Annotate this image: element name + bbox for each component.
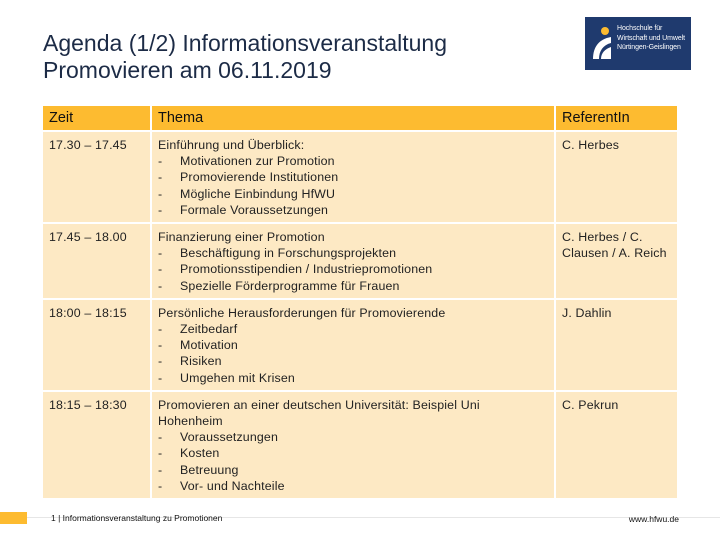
- bullet-text: Betreuung: [180, 462, 239, 477]
- bullet-dash: -: [158, 354, 163, 369]
- footer-page-info: 1 | Informationsveranstaltung zu Promotionen: [51, 513, 223, 523]
- footer-url[interactable]: www.hfwu.de: [628, 514, 679, 524]
- table-row: [43, 390, 677, 498]
- header-topic: Thema: [152, 106, 556, 130]
- bullet-dash: -: [158, 478, 163, 493]
- topic-line: Promovieren an einer deutschen Universität: Beispiel Uni: [158, 397, 480, 412]
- row-topic: [152, 390, 556, 498]
- bullet-dash: -: [158, 202, 163, 217]
- row-speaker: C. Herbes / C. Clausen / A. Reich: [556, 222, 677, 298]
- bullet-text: Vor- und Nachteile: [180, 478, 285, 493]
- header-time: Zeit: [43, 106, 152, 130]
- topic-bullet: [158, 445, 548, 461]
- bullet-text: Beschäftigung in Forschungsprojekten: [180, 246, 397, 261]
- logo-line-3: Nürtingen-Geislingen: [617, 44, 681, 51]
- topic-bullet: [158, 353, 548, 369]
- topic-bullet: [158, 202, 548, 218]
- agenda-header-row: [43, 106, 677, 130]
- bullet-text: Risiken: [180, 354, 222, 369]
- bullet-text: Promovierende Institutionen: [180, 170, 339, 185]
- row-speaker: J. Dahlin: [556, 298, 677, 390]
- table-row: [43, 222, 677, 298]
- hfwu-logo: [585, 17, 691, 70]
- topic-bullet: [158, 429, 548, 445]
- bullet-dash: -: [158, 462, 163, 477]
- bullet-dash: -: [158, 186, 163, 201]
- row-time: 18:15 – 18:30: [43, 390, 152, 498]
- bullet-dash: -: [158, 322, 163, 337]
- topic-bullet: [158, 478, 548, 494]
- bullet-dash: -: [158, 430, 163, 445]
- hfwu-logo-text: [617, 24, 685, 53]
- bullet-dash: -: [158, 338, 163, 353]
- bullet-text: Formale Voraussetzungen: [180, 202, 329, 217]
- bullet-text: Voraussetzungen: [180, 430, 279, 445]
- row-time: 18:00 – 18:15: [43, 298, 152, 390]
- slide-title-line-1: Agenda (1/2) Informationsveranstaltung: [43, 30, 448, 56]
- topic-bullet: [158, 245, 548, 261]
- bullet-text: Promotionsstipendien / Industriepromotionen: [180, 262, 433, 277]
- bullet-dash: -: [158, 446, 163, 461]
- row-time: 17.30 – 17.45: [43, 130, 152, 222]
- slide-title: [43, 30, 447, 84]
- agenda-table: [43, 106, 677, 498]
- bullet-dash: -: [158, 170, 163, 185]
- bullet-text: Umgehen mit Krisen: [180, 370, 295, 385]
- topic-bullet: [158, 261, 548, 277]
- logo-line-1: Hochschule für: [617, 25, 663, 32]
- topic-bullet: [158, 169, 548, 185]
- row-speaker: C. Herbes: [556, 130, 677, 222]
- bullet-text: Kosten: [180, 446, 220, 461]
- topic-bullet: [158, 337, 548, 353]
- row-speaker: C. Pekrun: [556, 390, 677, 498]
- bullet-text: Motivationen zur Promotion: [180, 154, 335, 169]
- topic-bullet: [158, 321, 548, 337]
- bullet-dash: -: [158, 246, 163, 261]
- topic-bullet: [158, 153, 548, 169]
- row-time: 17.45 – 18.00: [43, 222, 152, 298]
- row-topic: [152, 222, 556, 298]
- footer-accent-bar: [0, 512, 27, 524]
- bullet-dash: -: [158, 154, 163, 169]
- topic-bullet: [158, 186, 548, 202]
- bullet-text: Spezielle Förderprogramme für Frauen: [180, 278, 400, 293]
- row-topic: [152, 130, 556, 222]
- bullet-dash: -: [158, 262, 163, 277]
- logo-line-2: Wirtschaft und Umwelt: [617, 34, 685, 42]
- topic-line: Persönliche Herausforderungen für Promovierende: [158, 305, 446, 320]
- bullet-dash: -: [158, 278, 163, 293]
- bullet-text: Motivation: [180, 338, 238, 353]
- table-row: [43, 130, 677, 222]
- topic-bullet: [158, 462, 548, 478]
- row-topic: [152, 298, 556, 390]
- table-row: [43, 298, 677, 390]
- bullet-text: Mögliche Einbindung HfWU: [180, 186, 336, 201]
- bullet-dash: -: [158, 370, 163, 385]
- topic-line: Finanzierung einer Promotion: [158, 230, 325, 245]
- slide-title-line-2: Promovieren am 06.11.2019: [43, 57, 332, 83]
- topic-bullet: [158, 278, 548, 294]
- bullet-text: Zeitbedarf: [180, 322, 238, 337]
- header-speaker: ReferentIn: [556, 106, 677, 130]
- topic-line: Einführung und Überblick:: [158, 138, 305, 152]
- hfwu-logo-mark-icon: [591, 25, 613, 63]
- topic-bullet: [158, 370, 548, 386]
- topic-line: Hohenheim: [158, 414, 223, 429]
